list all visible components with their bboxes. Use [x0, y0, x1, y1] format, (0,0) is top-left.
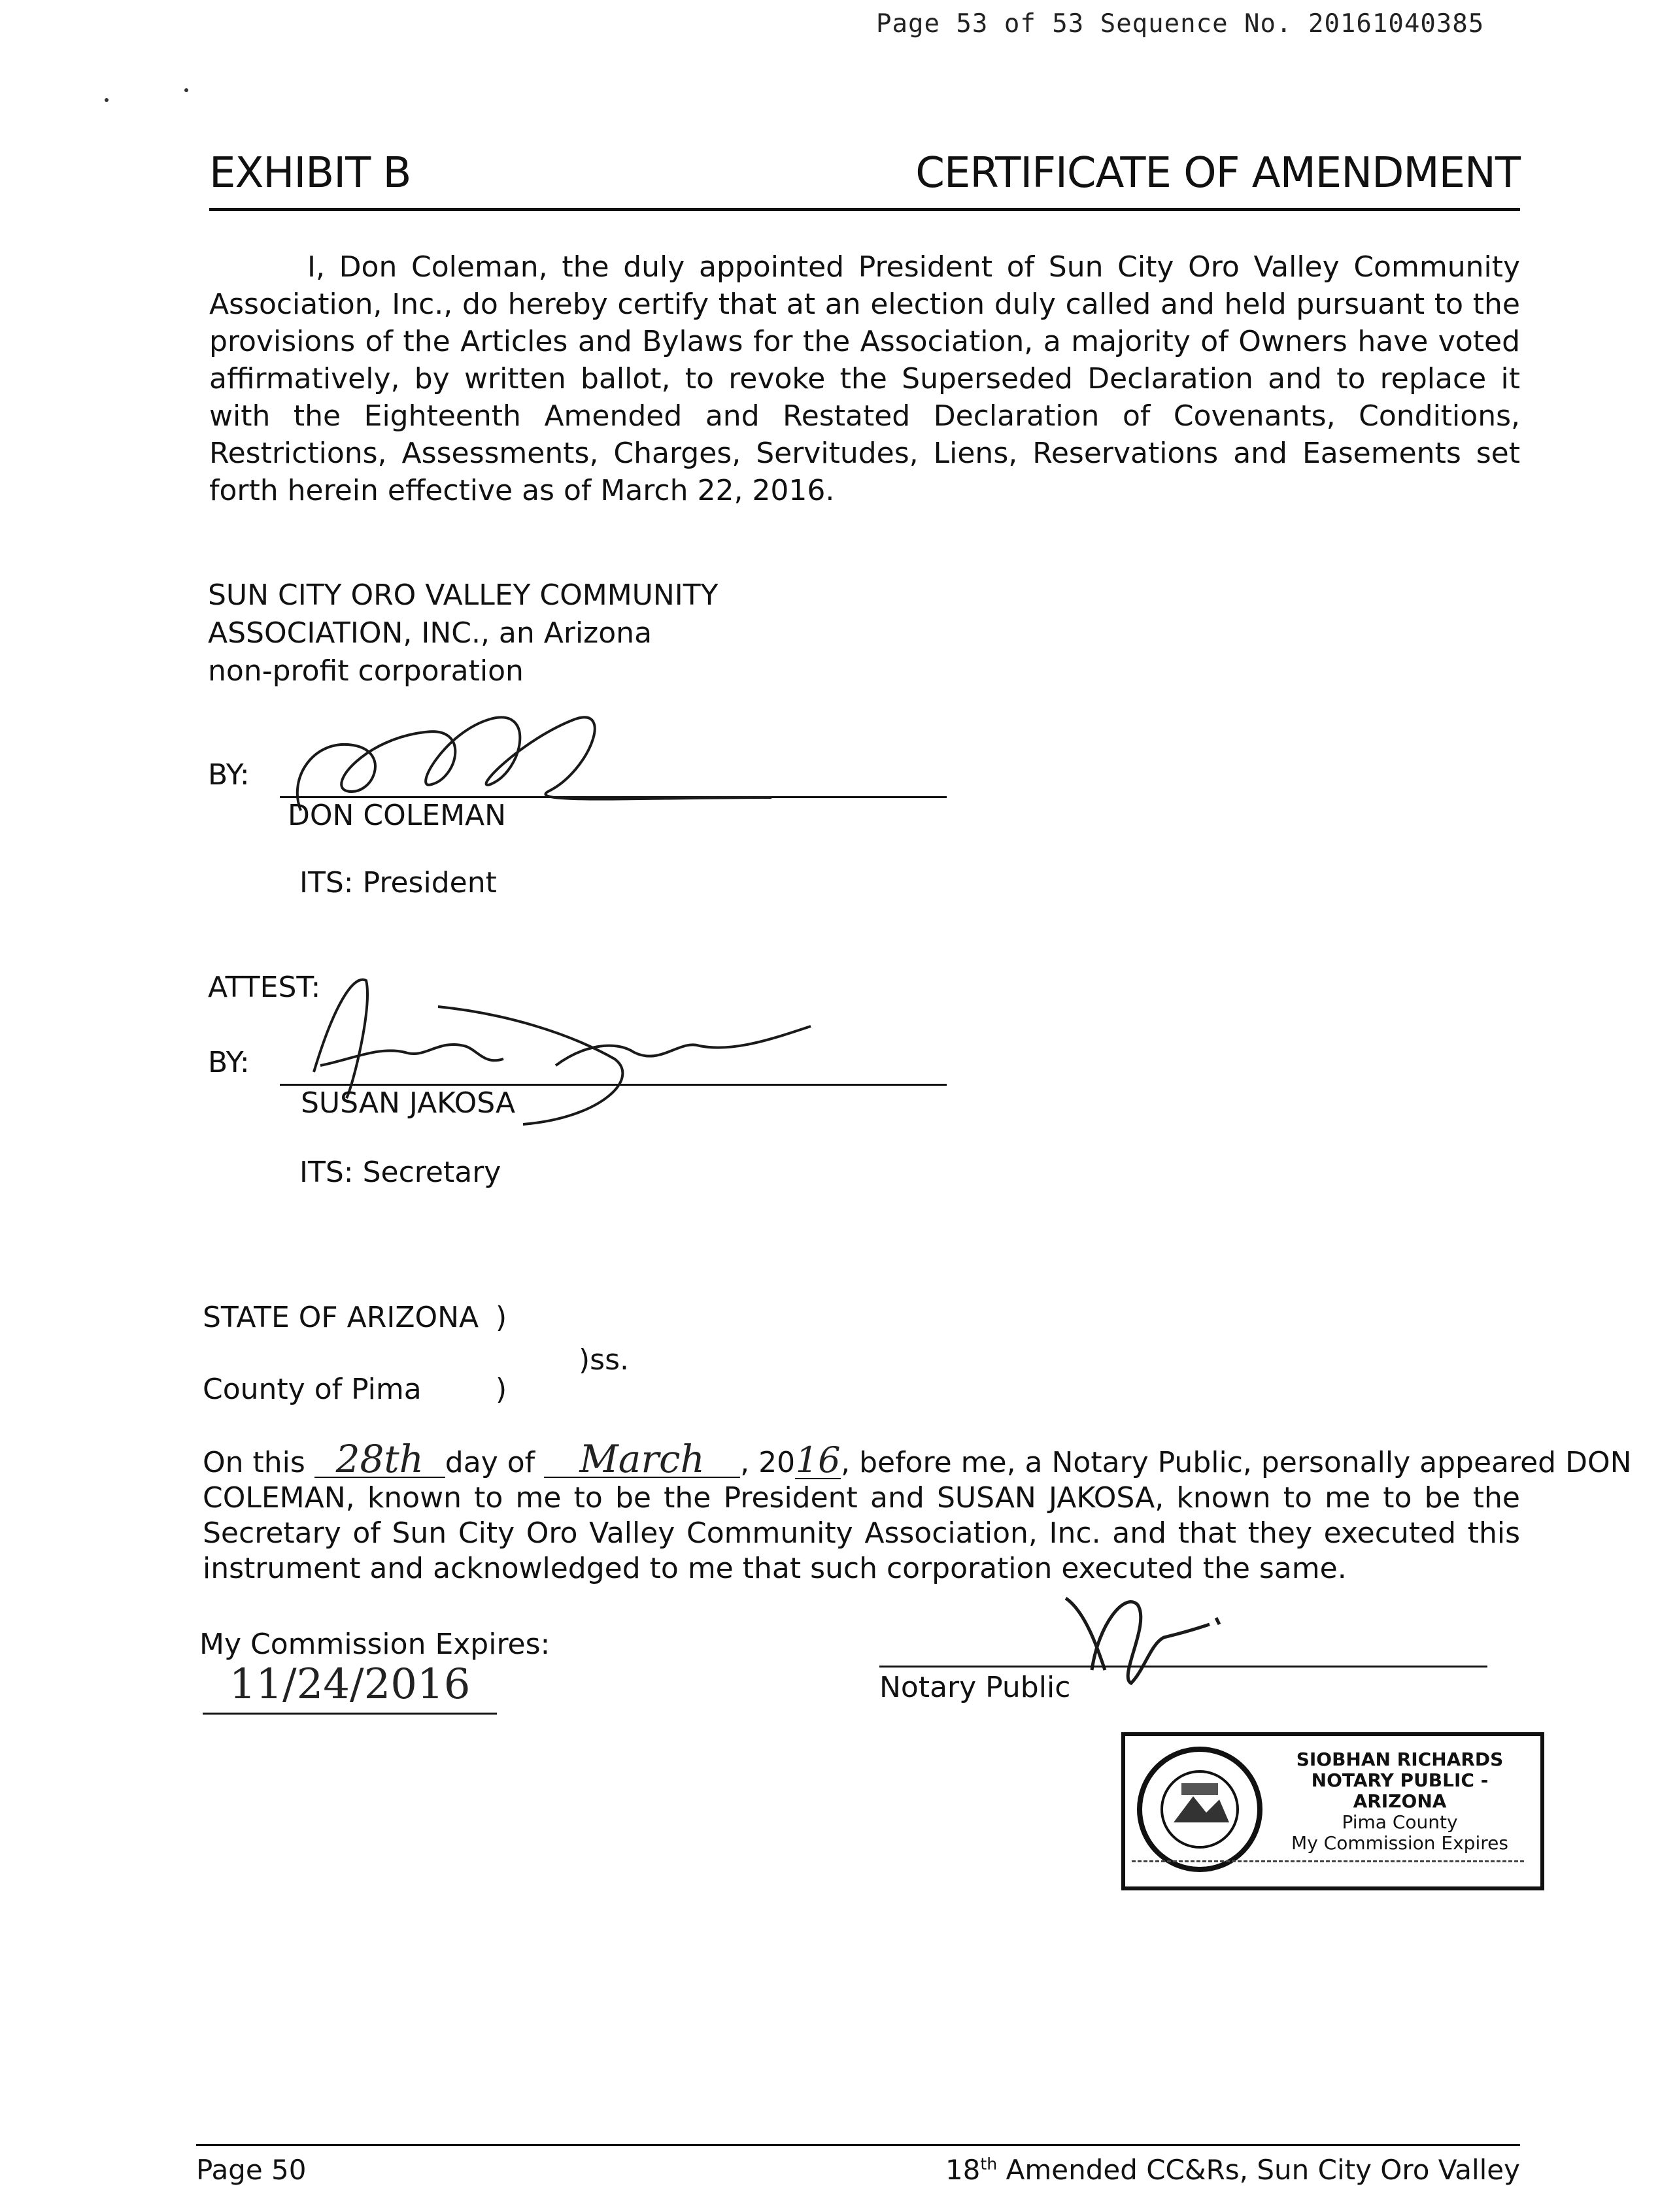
acknowledgment-block — [203, 1437, 1632, 1586]
notary-stamp — [1121, 1732, 1544, 1890]
exhibit-title: EXHIBIT B — [209, 149, 411, 197]
stamp-text — [1269, 1749, 1531, 1854]
stamp-notary-name: SIOBHAN RICHARDS — [1296, 1749, 1504, 1770]
on-this-text: On this — [203, 1446, 305, 1479]
venue-state-paren: ) — [496, 1301, 507, 1334]
sequence-number-line: Page 53 of 53 Sequence No. 20161040385 — [876, 9, 1485, 39]
arizona-seal-icon — [1134, 1744, 1265, 1875]
footer-ordinal-suffix: th — [980, 2154, 998, 2173]
footer-document-title — [945, 2154, 1520, 2186]
footer-title-text: Amended CC&Rs, Sun City Oro Valley — [997, 2154, 1520, 2186]
venue-county: County of Pima — [203, 1373, 422, 1406]
acknowledgment-first-line-rest: , before me, a Notary Public, personally appeared DON — [841, 1446, 1632, 1479]
venue-county-paren: ) — [496, 1373, 507, 1406]
handwritten-year: 16 — [795, 1439, 841, 1481]
handwritten-month: March — [544, 1441, 740, 1478]
signatory-2-title: ITS: Secretary — [299, 1156, 501, 1189]
entity-line-1: SUN CITY ORO VALLEY COMMUNITY — [208, 578, 719, 612]
attest-label: ATTEST: — [208, 971, 321, 1004]
acknowledgment-first-line — [203, 1437, 1632, 1481]
header-divider — [209, 208, 1520, 211]
notary-label: Notary Public — [879, 1671, 1071, 1704]
stamp-county: Pima County — [1342, 1811, 1458, 1833]
venue-ss: )ss. — [579, 1343, 629, 1377]
entity-block — [208, 577, 719, 690]
footer-ordinal-number: 18 — [945, 2154, 981, 2186]
certification-paragraph: I, Don Coleman, the duly appointed President of Sun City Oro Valley Community Association, Inc., do hereby certify that at an election duly called and held pursuant to the provisions of the Articles and Bylaws for the Association, a majority of Owners have voted affirmatively, by written ballot, to revoke the Superseded Declaration and to replace it with the Eighteenth Amended and Restated Declaration of Covenants, Conditions, Restrictions, Assessments, Charges, Servitudes, Liens, Reservations and Easements set forth herein effective as of March 22, 2016. — [209, 250, 1520, 507]
scan-speck — [105, 98, 109, 102]
signatory-1-name: DON COLEMAN — [288, 799, 507, 832]
stamp-expires: My Commission Expires — [1291, 1832, 1508, 1854]
certificate-title: CERTIFICATE OF AMENDMENT — [915, 149, 1520, 197]
stamp-bottom-scan-artifact — [1132, 1860, 1524, 1862]
day-of-text: day of — [445, 1446, 535, 1479]
signatory-1-title: ITS: President — [299, 866, 497, 899]
footer-page-number: Page 50 — [196, 2154, 307, 2186]
year-prefix: , 20 — [740, 1446, 796, 1479]
handwritten-day: 28th — [314, 1441, 445, 1478]
entity-line-3: non-profit corporation — [208, 654, 524, 688]
by-label-2: BY: — [208, 1046, 250, 1079]
venue-state: STATE OF ARIZONA — [203, 1301, 479, 1334]
notary-signature — [1046, 1572, 1242, 1703]
stamp-notary-title: NOTARY PUBLIC - ARIZONA — [1311, 1769, 1489, 1812]
acknowledgment-text: COLEMAN, known to me to be the President and SUSAN JAKOSA, known to me to be the Secretary of Sun City Oro Valley Community Association, Inc. and that they executed this instrument and acknowledged to me that such corporation executed the same. — [203, 1481, 1520, 1585]
entity-line-2: ASSOCIATION, INC., an Arizona — [208, 616, 652, 650]
scan-speck — [184, 88, 188, 92]
signatory-2-name: SUSAN JAKOSA — [301, 1086, 516, 1120]
commission-label: My Commission Expires: — [199, 1628, 551, 1661]
notary-signature-line — [879, 1666, 1487, 1667]
by-label-1: BY: — [208, 758, 250, 792]
commission-date-handwritten: 11/24/2016 — [203, 1660, 497, 1715]
footer-divider — [196, 2144, 1520, 2146]
